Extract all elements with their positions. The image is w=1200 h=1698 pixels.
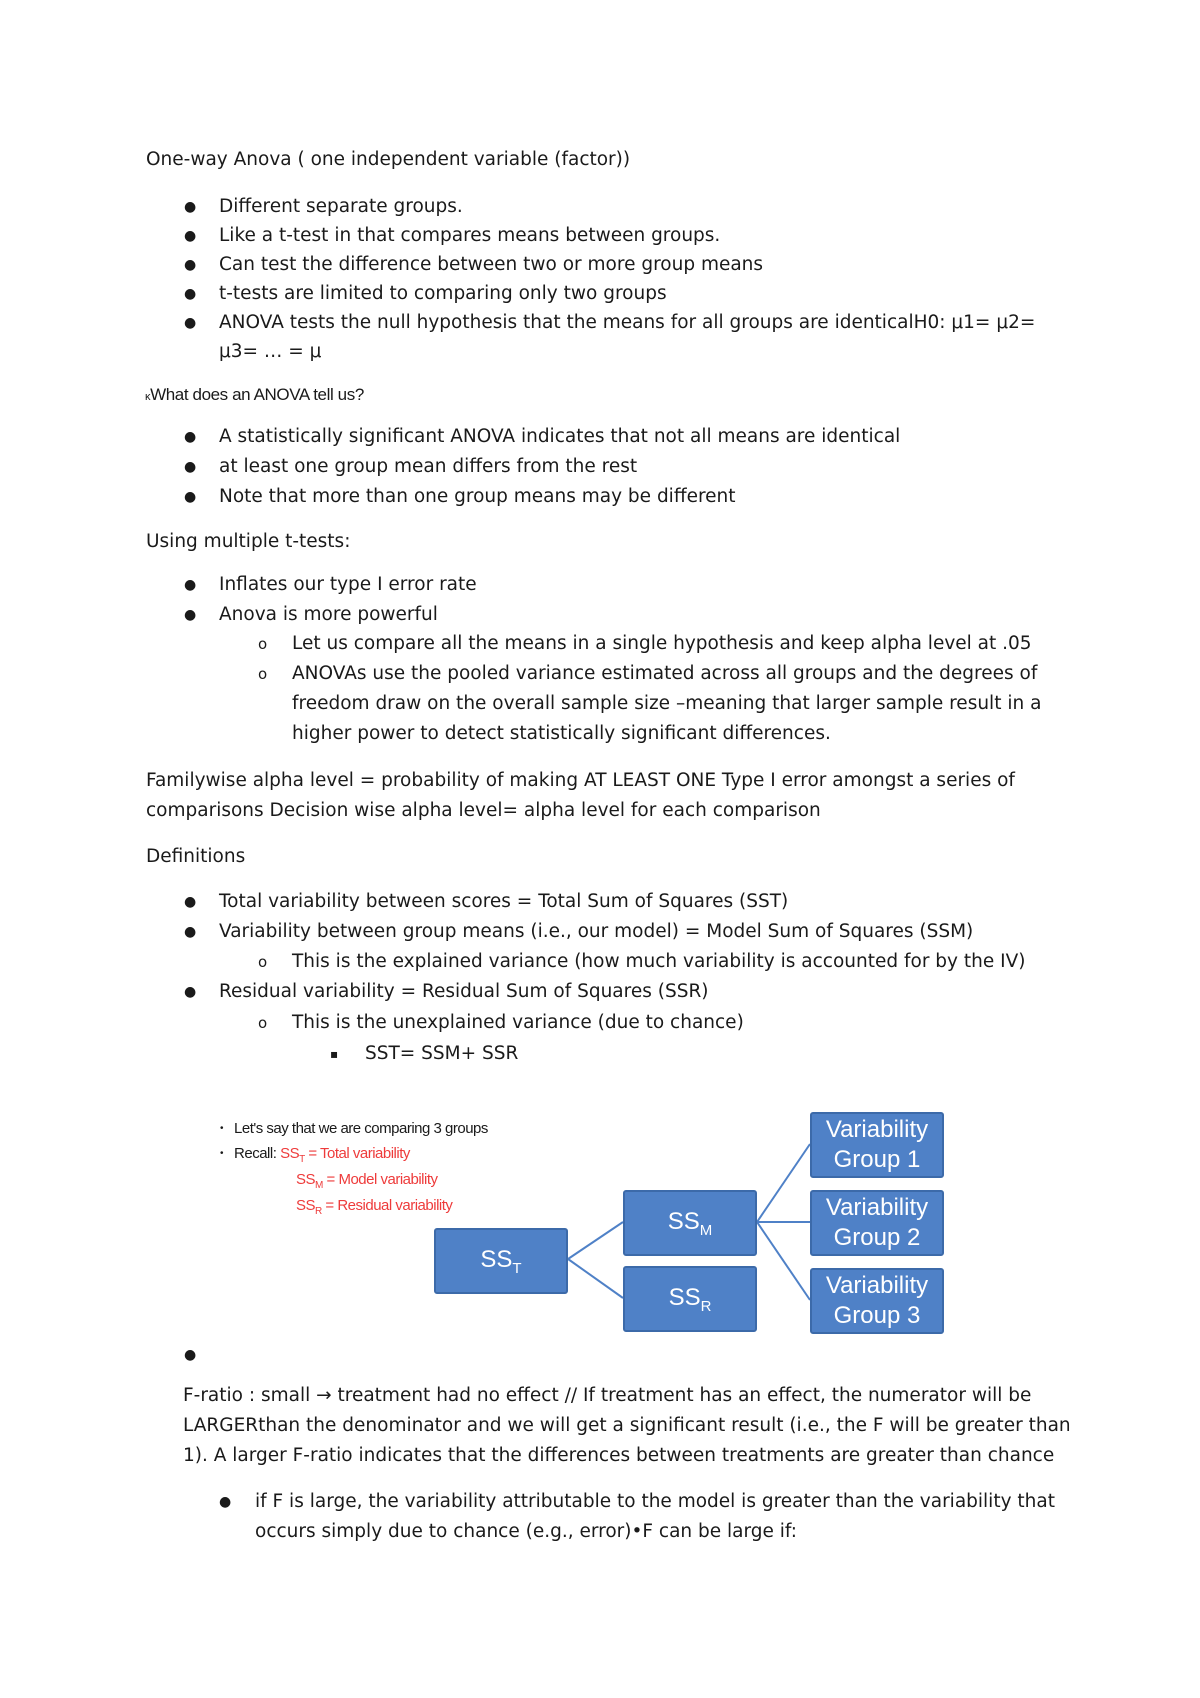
- box-label: [668, 1208, 713, 1239]
- bullet-icon: ●: [184, 459, 197, 475]
- heading-using-multiple-t-tests: Using multiple t-tests:: [146, 531, 351, 552]
- fratio-text: 1). A larger F-ratio indicates that the differences between treatments are greater than chance: [183, 1445, 1055, 1466]
- list-item: if F is large, the variability attributable to the model is greater than the variability that: [255, 1491, 1055, 1512]
- box-label: [669, 1284, 712, 1315]
- list-item: Like a t-test in that compares means between groups.: [219, 225, 721, 246]
- list-item: ANOVA tests the null hypothesis that the means for all groups are identicalH0: μ1= μ2=: [219, 312, 1036, 333]
- ss-label: SS: [667, 1207, 700, 1235]
- ss-label: SS: [296, 1197, 316, 1214]
- connector-sst-ssr: [568, 1259, 623, 1298]
- bullet-icon: ●: [219, 1494, 232, 1510]
- ss-label: SS: [668, 1283, 701, 1311]
- list-item: at least one group mean differs from the rest: [219, 456, 638, 477]
- bullet-icon: ●: [184, 607, 197, 623]
- bullet-icon: •: [220, 1123, 224, 1134]
- ss-definition: = Model variability: [322, 1171, 438, 1188]
- box-variability-group-1: [810, 1112, 944, 1178]
- ss-definition: = Total variability: [304, 1145, 410, 1162]
- bullet-icon: ●: [184, 257, 197, 273]
- sub-bullet-icon: o: [258, 953, 268, 971]
- familywise-text: comparisons Decision wise alpha level= alpha level for each comparison: [146, 800, 821, 821]
- box-label-line2: Group 1: [833, 1146, 921, 1173]
- stray-glyph: κ: [145, 391, 151, 403]
- box-ssm: [623, 1190, 757, 1256]
- ss-subscript: R: [315, 1206, 322, 1217]
- ss-label: SS: [280, 1145, 300, 1162]
- bullet-icon: ●: [184, 199, 197, 215]
- fratio-text: F-ratio : small → treatment had no effect // If treatment has an effect, the numerator will be: [183, 1385, 1032, 1406]
- list-item: Can test the difference between two or more group means: [219, 254, 764, 275]
- slide-bullet-2: [220, 1145, 410, 1165]
- list-item: A statistically significant ANOVA indicates that not all means are identical: [219, 426, 901, 447]
- bullet-icon: ●: [184, 489, 197, 505]
- box-label-line1: Variability: [825, 1116, 929, 1143]
- bullet-icon: ●: [184, 1347, 197, 1363]
- bullet-icon: ●: [184, 577, 197, 593]
- formula-item: SST= SSM+ SSR: [365, 1043, 519, 1064]
- square-bullet-icon: ▪: [330, 1047, 339, 1061]
- connector-ssm-group1: [757, 1144, 810, 1222]
- recall-sst: [280, 1145, 410, 1165]
- list-item: Note that more than one group means may be different: [219, 486, 736, 507]
- sub-bullet-icon: o: [258, 1014, 268, 1032]
- box-ssr: [623, 1266, 757, 1332]
- list-item: Residual variability = Residual Sum of Squares (SSR): [219, 981, 709, 1002]
- heading-what-does-anova-tell: [145, 380, 364, 412]
- slide-bullet-1: [220, 1120, 488, 1137]
- sub-bullet-icon: o: [258, 665, 268, 683]
- sub-list-item: This is the explained variance (how much variability is accounted for by the IV): [292, 951, 1026, 972]
- ss-definition: = Residual variability: [321, 1197, 453, 1214]
- bullet-icon: ●: [184, 286, 197, 302]
- bullet-icon: ●: [184, 924, 197, 940]
- list-item: Variability between group means (i.e., our model) = Model Sum of Squares (SSM): [219, 921, 974, 942]
- box-label-line2: Group 2: [833, 1224, 921, 1251]
- list-item: t-tests are limited to comparing only two groups: [219, 283, 667, 304]
- bullet-icon: ●: [184, 984, 197, 1000]
- list-item-continuation: μ3= … = μ: [219, 341, 322, 362]
- sum-of-squares-diagram: [200, 1098, 960, 1348]
- box-label-line1: Variability: [825, 1194, 929, 1221]
- sub-bullet-icon: o: [258, 635, 268, 653]
- bullet-icon: ●: [184, 894, 197, 910]
- bullet-icon: ●: [184, 228, 197, 244]
- box-label-line2: Group 3: [833, 1302, 921, 1329]
- box-label-line1: Variability: [825, 1272, 929, 1299]
- ss-subscript: M: [699, 1221, 713, 1239]
- list-item-continuation: occurs simply due to chance (e.g., error)•F can be large if:: [255, 1521, 798, 1542]
- recall-ssr: [296, 1197, 452, 1217]
- fratio-text: LARGERthan the denominator and we will get a significant result (i.e., the F will be greater than: [183, 1415, 1071, 1436]
- sub-list-item-continuation: freedom draw on the overall sample size –meaning that larger sample result in a: [292, 693, 1042, 714]
- bullet-icon: ●: [184, 315, 197, 331]
- recall-ssm: [296, 1171, 438, 1191]
- ss-subscript: T: [512, 1259, 522, 1277]
- ss-label: SS: [296, 1171, 316, 1188]
- box-sst: [434, 1228, 568, 1294]
- bullet-icon: •: [220, 1148, 224, 1159]
- familywise-text: Familywise alpha level = probability of making AT LEAST ONE Type I error amongst a series of: [146, 770, 1015, 791]
- sub-list-item: This is the unexplained variance (due to chance): [292, 1012, 744, 1033]
- heading-definitions: Definitions: [146, 846, 246, 867]
- box-label: [480, 1246, 521, 1277]
- sub-list-item: Let us compare all the means in a single hypothesis and keep alpha level at .05: [292, 633, 1032, 654]
- list-item: Total variability between scores = Total Sum of Squares (SST): [219, 891, 789, 912]
- ss-subscript: T: [299, 1154, 305, 1165]
- connector-ssm-group3: [757, 1222, 810, 1300]
- sub-list-item-continuation: higher power to detect statistically significant differences.: [292, 723, 831, 744]
- bullet-icon: ●: [184, 429, 197, 445]
- list-item: Inflates our type I error rate: [219, 574, 477, 595]
- list-item: Anova is more powerful: [219, 604, 438, 625]
- sub-list-item: ANOVAs use the pooled variance estimated across all groups and the degrees of: [292, 663, 1038, 684]
- connector-sst-ssm: [568, 1222, 623, 1259]
- slide-text-line: Let's say that we are comparing 3 groups: [234, 1120, 488, 1137]
- box-variability-group-3: [810, 1268, 944, 1334]
- ss-subscript: M: [315, 1180, 323, 1191]
- ss-subscript: R: [700, 1297, 712, 1315]
- list-item: Different separate groups.: [219, 196, 463, 217]
- heading-text: What does an ANOVA tell us?: [150, 385, 364, 404]
- box-variability-group-2: [810, 1190, 944, 1256]
- ss-label: SS: [480, 1245, 513, 1273]
- recall-label: Recall:: [234, 1145, 281, 1162]
- heading-one-way-anova: One-way Anova ( one independent variable (factor)): [146, 149, 631, 170]
